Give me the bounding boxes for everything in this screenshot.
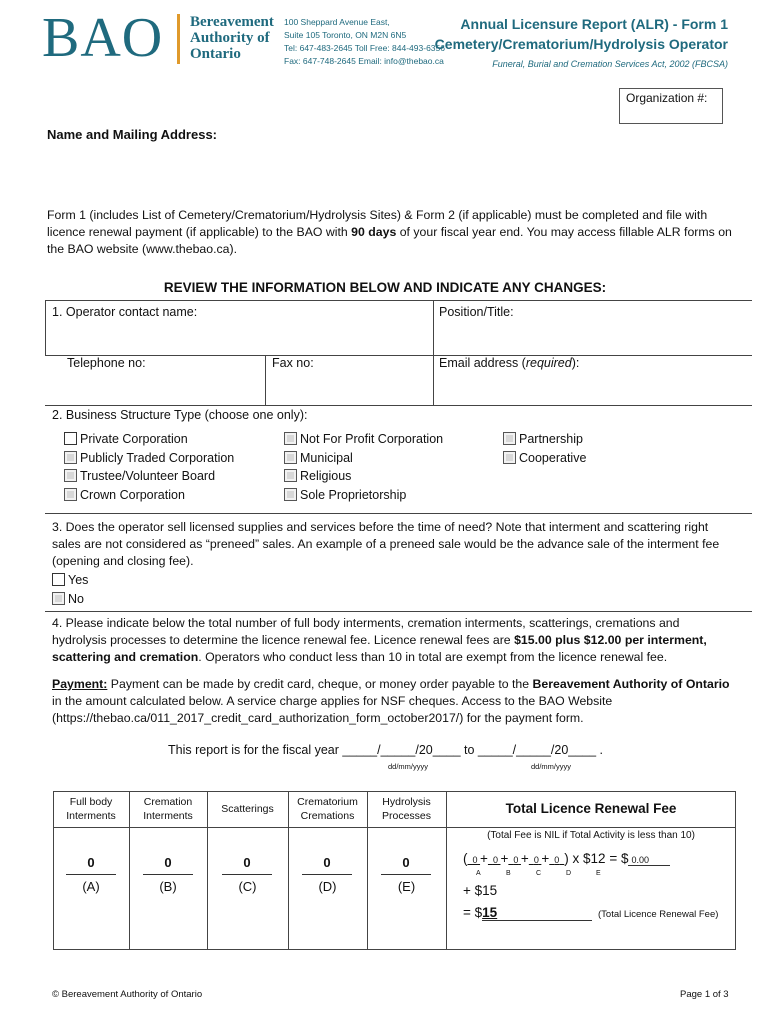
formula-letter: E xyxy=(596,870,601,877)
fee-text: 4. Please indicate below the total number of full body interments, cremation interments, scatterings, cremations and hydrolysis processes to determine the licence renewal fee. Licence renewal fees are xyxy=(52,616,680,647)
option-label: Crown Corporation xyxy=(80,487,185,502)
preneed-question: 3. Does the operator sell licensed supplies and services before the time of need? Note that interment and scattering right sales are not considered as “preneed” sales. An example of a preneed sale would be the advance sale of the interment fee (opening and closing fee). xyxy=(52,520,720,568)
email-field[interactable] xyxy=(439,356,579,370)
checkbox[interactable] xyxy=(284,469,297,482)
option-sole-proprietorship[interactable] xyxy=(284,486,443,505)
option-label: Sole Proprietorship xyxy=(300,487,407,502)
formula-letter: D xyxy=(566,870,572,877)
option-label: No xyxy=(68,592,84,606)
copyright: © Bereavement Authority of Ontario xyxy=(52,989,203,1000)
value-d-input[interactable]: 0 xyxy=(302,855,352,875)
logo-name-line: Authority of xyxy=(190,30,270,46)
option-label: Yes xyxy=(68,573,89,587)
option-religious[interactable] xyxy=(284,467,443,486)
option-label: Partnership xyxy=(519,432,583,446)
title-line: Cemetery/Crematorium/Hydrolysis Operator xyxy=(434,36,728,52)
date-format-hint: dd/mm/yyyy xyxy=(388,762,429,771)
review-heading: REVIEW THE INFORMATION BELOW AND INDICATE ANY CHANGES: xyxy=(163,280,607,295)
option-partnership[interactable] xyxy=(503,430,586,449)
option-label: Municipal xyxy=(300,450,353,465)
checkbox[interactable] xyxy=(284,488,297,501)
checkbox[interactable] xyxy=(284,451,297,464)
act-subtitle: Funeral, Burial and Cremation Services Act, 2002 (FBCSA) xyxy=(492,59,728,69)
email-required: required xyxy=(525,356,572,370)
plus-base-fee: + $15 xyxy=(463,883,498,898)
option-trustee-board[interactable] xyxy=(64,467,234,486)
address-line: Suite 105 Toronto, ON M2N 6N5 xyxy=(284,30,407,40)
fee-instructions xyxy=(52,615,732,666)
email-label-close: ): xyxy=(571,356,580,370)
total-fee-value[interactable]: 15 xyxy=(482,905,592,921)
checkbox[interactable] xyxy=(64,488,77,501)
logo-name-line: Bereavement xyxy=(190,14,274,30)
label-b: (B) xyxy=(159,879,177,894)
header-crematorium: Crematorium Cremations xyxy=(297,796,358,822)
formula-result: 0.00 xyxy=(628,855,670,866)
payment-paragraph xyxy=(52,676,732,727)
formula-multiplier: ) x $12 = $ xyxy=(564,851,629,866)
fax-field[interactable] xyxy=(272,356,314,370)
total-fee-line xyxy=(463,905,592,921)
header-cremation-interments: Cremation Interments xyxy=(143,796,193,822)
divider xyxy=(45,300,46,356)
intro-text: of your fiscal year end. You may access fillable ALR forms on the BAO website (www.thebao.ca). xyxy=(47,225,732,256)
total-fee-label: (Total Licence Renewal Fee) xyxy=(598,909,719,920)
equals-sign: = $ xyxy=(463,905,483,920)
option-label: Trustee/Volunteer Board xyxy=(80,469,216,483)
option-not-for-profit[interactable] xyxy=(284,430,443,449)
intro-text: Form 1 (includes List of Cemetery/Crematorium/Hydrolysis Sites) & Form 2 (if applicable) must be completed and file with licence renewal payment (if applicable) to the BAO with xyxy=(47,208,708,239)
form-title xyxy=(435,14,728,74)
formula-paren: ( xyxy=(463,851,468,866)
fee-text: . Operators who conduct less than 10 in total are exempt from the licence renewal fee. xyxy=(198,650,668,664)
divider xyxy=(45,611,752,612)
contact-address xyxy=(284,16,445,68)
option-publicly-traded[interactable] xyxy=(64,449,234,468)
logo-divider xyxy=(177,14,180,64)
title-line: Annual Licensure Report (ALR) - Form 1 xyxy=(460,16,728,32)
payment-text: in the amount calculated below. A service charge applies for NSF cheques. Access to the BAO Website (https://thebao.ca/011_2017_credit_card_authorization_form_october2017/) for the payment form. xyxy=(52,694,613,725)
divider xyxy=(265,355,266,406)
label-c: (C) xyxy=(238,879,257,894)
fee-formula: ( 0 + 0 + 0 + 0 + 0 ) x $12 = $ 0.00 xyxy=(463,851,670,866)
logo-org-name xyxy=(190,14,274,62)
structure-col3 xyxy=(503,430,586,467)
intro-paragraph xyxy=(47,207,737,258)
organization-label: Organization #: xyxy=(626,91,708,105)
formula-value-d: 0 xyxy=(533,855,539,865)
fax-label: Fax no: xyxy=(272,356,314,370)
formula-value-b: 0 xyxy=(492,855,498,865)
option-municipal[interactable] xyxy=(284,449,443,468)
operator-contact-label: 1. Operator contact name: xyxy=(52,305,198,319)
divider xyxy=(45,355,752,356)
option-cooperative[interactable] xyxy=(503,449,586,468)
bao-logo: BAO xyxy=(42,7,164,69)
value-a-input[interactable]: 0 xyxy=(66,855,116,875)
option-private-corporation[interactable] xyxy=(64,430,234,449)
fee-bold: $15.00 plus $12.00 per interment, scattering and cremation xyxy=(52,633,707,664)
divider xyxy=(45,405,752,406)
header-hydrolysis: Hydrolysis Processes xyxy=(381,796,432,822)
header-full-body: Full body Interments xyxy=(66,796,116,822)
organization-number-field[interactable] xyxy=(619,88,723,124)
telephone-field[interactable] xyxy=(67,356,146,370)
formula-letter: C xyxy=(536,870,542,877)
option-label: Private Corporation xyxy=(80,432,188,446)
position-label: Position/Title: xyxy=(439,305,514,319)
position-field[interactable] xyxy=(439,305,514,319)
value-e-input[interactable]: 0 xyxy=(381,855,431,875)
formula-value-a: 0 xyxy=(472,855,478,865)
payment-bold: Bereavement Authority of Ontario xyxy=(532,677,730,691)
payment-label: Payment: xyxy=(52,677,108,691)
formula-value-c: 0 xyxy=(513,855,519,865)
formula-letter: A xyxy=(476,870,481,877)
option-label: Publicly Traded Corporation xyxy=(80,450,235,465)
option-label: Cooperative xyxy=(519,450,587,465)
page-number: Page 1 of 3 xyxy=(680,989,729,1000)
date-format-hint: dd/mm/yyyy xyxy=(531,762,572,771)
checkbox[interactable] xyxy=(64,451,77,464)
value-b-input[interactable]: 0 xyxy=(143,855,193,875)
divider xyxy=(45,513,752,514)
address-line: 100 Sheppard Avenue East, xyxy=(284,17,390,27)
option-crown-corporation[interactable] xyxy=(64,486,234,505)
checkbox[interactable] xyxy=(52,573,65,586)
structure-col1 xyxy=(64,430,234,504)
label-d: (D) xyxy=(318,879,337,894)
checkbox[interactable] xyxy=(503,432,516,445)
header-scatterings: Scatterings xyxy=(221,803,274,815)
name-address-label: Name and Mailing Address: xyxy=(47,127,217,142)
fiscal-year-line[interactable]: This report is for the fiscal year _____/_____/20____ to _____/_____/20____ . xyxy=(168,743,604,757)
checkbox[interactable] xyxy=(64,432,77,445)
checkbox[interactable] xyxy=(52,592,65,605)
total-fee-title: Total Licence Renewal Fee xyxy=(505,801,677,816)
divider xyxy=(433,300,434,406)
structure-col2 xyxy=(284,430,443,504)
option-no[interactable] xyxy=(52,590,84,609)
checkbox[interactable] xyxy=(64,469,77,482)
payment-text: Payment can be made by credit card, cheque, or money order payable to the xyxy=(107,677,533,691)
operator-contact-field[interactable] xyxy=(52,305,197,319)
divider xyxy=(446,827,736,828)
checkbox[interactable] xyxy=(503,451,516,464)
option-label: Religious xyxy=(300,469,352,483)
divider xyxy=(45,300,752,301)
address-line: Tel: 647-483-2645 Toll Free: 844-493-6356 xyxy=(284,43,445,53)
formula-value-e: 0 xyxy=(554,855,560,865)
checkbox[interactable] xyxy=(284,432,297,445)
email-label: Email address ( xyxy=(439,356,526,370)
address-line: Fax: 647-748-2645 Email: info@thebao.ca xyxy=(284,56,444,66)
formula-letter: B xyxy=(506,870,511,877)
business-structure-heading: 2. Business Structure Type (choose one only): xyxy=(52,408,308,422)
option-yes[interactable] xyxy=(52,571,88,590)
intro-bold: 90 days xyxy=(351,225,397,239)
divider xyxy=(53,827,446,828)
value-c-input[interactable]: 0 xyxy=(222,855,272,875)
option-label: Not For Profit Corporation xyxy=(300,432,444,446)
logo-name-line: Ontario xyxy=(190,46,241,62)
total-fee-note: (Total Fee is NIL if Total Activity is less than 10) xyxy=(487,830,695,841)
label-a: (A) xyxy=(82,879,100,894)
label-e: (E) xyxy=(397,879,416,894)
telephone-label: Telephone no: xyxy=(67,356,146,370)
